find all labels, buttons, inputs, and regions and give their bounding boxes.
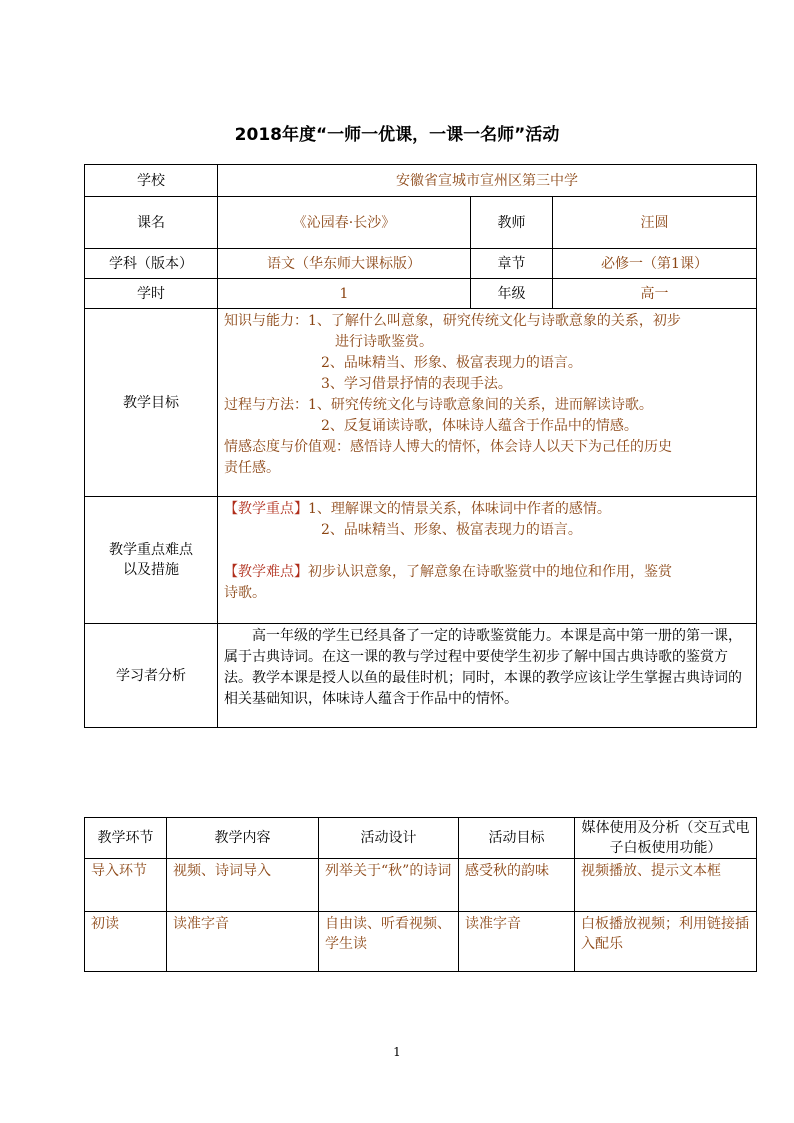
key-points-label-line: 以及措施 xyxy=(123,562,179,578)
page-number: 1 xyxy=(393,1045,401,1059)
subject-label: 学科（版本） xyxy=(85,249,218,279)
table-cell: 视频、诗词导入 xyxy=(167,859,319,912)
chapter-label: 章节 xyxy=(471,249,553,279)
table-cell: 导入环节 xyxy=(85,859,167,912)
header-cell: 教学内容 xyxy=(167,818,319,859)
key-points-content xyxy=(218,497,757,624)
table-row xyxy=(85,912,757,972)
subject-row xyxy=(85,249,757,279)
difficulty-line: 诗歌。 xyxy=(224,585,266,601)
goals-line: 进行诗歌鉴赏。 xyxy=(335,334,433,350)
table-cell: 视频播放、提示文本框 xyxy=(575,859,757,912)
goals-line: 3、学习借景抒情的表现手法。 xyxy=(321,376,512,392)
goals-content xyxy=(218,309,757,497)
key-points-label xyxy=(85,497,218,624)
process-header-row xyxy=(85,818,757,859)
learner-text: 高一年级的学生已经具备了一定的诗歌鉴赏能力。本课是高中第一册的第一课，属于古典诗词。在这一课的教与学过程中要使学生初步了解中国古典诗歌的鉴赏方法。教学本课是授人以鱼的最佳时机；同时，本课的教学应该让学生掌握古典诗词的相关基础知识，体味诗人蕴含于作品中的情怀。 xyxy=(224,628,742,707)
teacher-value: 汪圆 xyxy=(553,197,757,249)
table-cell: 初读 xyxy=(85,912,167,972)
table-cell: 自由读、听看视频、学生读 xyxy=(319,912,459,972)
goals-line: 2、品味精当、形象、极富表现力的语言。 xyxy=(321,355,582,371)
goals-line: 情感态度与价值观：感悟诗人博大的情怀，体会诗人以天下为己任的历史 xyxy=(224,439,672,455)
goals-row xyxy=(85,309,757,497)
table-cell: 读准字音 xyxy=(167,912,319,972)
school-label: 学校 xyxy=(85,165,218,197)
table-cell: 白板播放视频；利用链接插入配乐 xyxy=(575,912,757,972)
table-cell: 列举关于“秋”的诗词 xyxy=(319,859,459,912)
table-cell: 感受秋的韵味 xyxy=(459,859,575,912)
teacher-label: 教师 xyxy=(471,197,553,249)
difficulty-tag: 【教学难点】 xyxy=(224,564,308,580)
school-row xyxy=(85,165,757,197)
page-title: 2018年度“一师一优课，一课一名师”活动 xyxy=(234,125,560,145)
grade-label: 年级 xyxy=(471,279,553,309)
header-cell: 媒体使用及分析（交互式电子白板使用功能） xyxy=(575,818,757,859)
chapter-value: 必修一（第1课） xyxy=(553,249,757,279)
goals-label: 教学目标 xyxy=(85,309,218,497)
header-cell: 教学环节 xyxy=(85,818,167,859)
learner-content xyxy=(218,624,757,728)
learner-label: 学习者分析 xyxy=(85,624,218,728)
focus-tag: 【教学重点】 xyxy=(224,501,308,517)
table-row xyxy=(85,859,757,912)
key-points-row xyxy=(85,497,757,624)
school-value: 安徽省宣城市宣州区第三中学 xyxy=(218,165,757,197)
focus-line: 1、理解课文的情景关系，体味词中作者的感情。 xyxy=(308,501,611,517)
goals-line: 知识与能力：1、了解什么叫意象，研究传统文化与诗歌意象的关系，初步 xyxy=(224,313,681,329)
lesson-info-table xyxy=(84,164,757,728)
hours-label: 学时 xyxy=(85,279,218,309)
course-value: 《沁园春·长沙》 xyxy=(218,197,471,249)
focus-line: 2、品味精当、形象、极富表现力的语言。 xyxy=(321,522,582,538)
course-label: 课名 xyxy=(85,197,218,249)
course-row xyxy=(85,197,757,249)
hours-row xyxy=(85,279,757,309)
goals-line: 责任感。 xyxy=(224,460,280,476)
header-cell: 活动设计 xyxy=(319,818,459,859)
hours-value: 1 xyxy=(218,279,471,309)
header-cell: 活动目标 xyxy=(459,818,575,859)
difficulty-line: 初步认识意象，了解意象在诗歌鉴赏中的地位和作用，鉴赏 xyxy=(308,564,672,580)
goals-line: 2、反复诵读诗歌，体味诗人蕴含于作品中的情感。 xyxy=(321,418,638,434)
grade-value: 高一 xyxy=(553,279,757,309)
subject-value: 语文（华东师大课标版） xyxy=(218,249,471,279)
learner-row xyxy=(85,624,757,728)
table-cell: 读准字音 xyxy=(459,912,575,972)
key-points-label-line: 教学重点难点 xyxy=(109,542,193,558)
teaching-process-table xyxy=(84,817,757,972)
goals-line: 过程与方法：1、研究传统文化与诗歌意象间的关系，进而解读诗歌。 xyxy=(224,397,653,413)
